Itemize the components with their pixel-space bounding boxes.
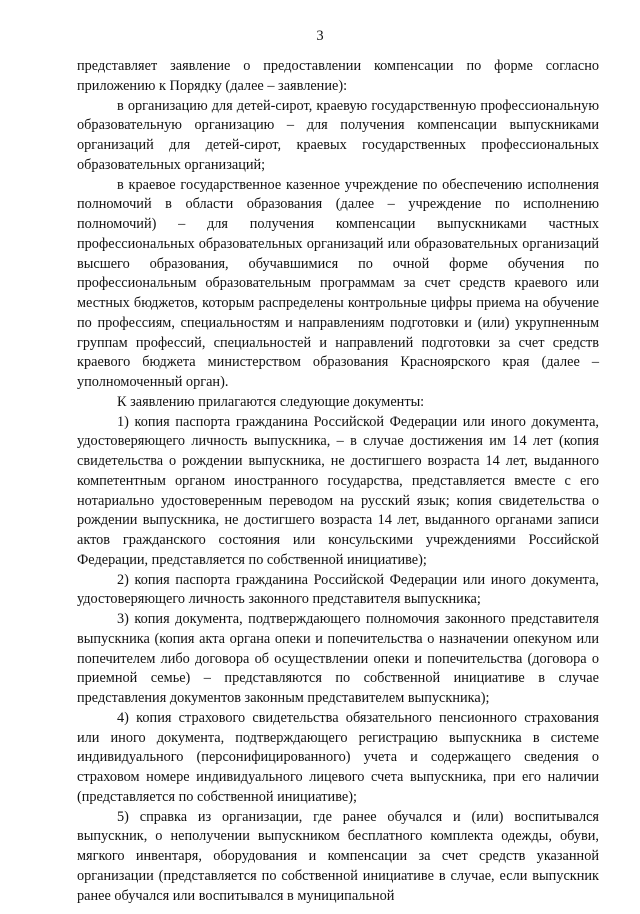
page-number: 3 (316, 28, 324, 44)
list-item-organization-certificate: 5) справка из организации, где ранее обучался и (или) воспитывался выпускник, о неполучении выпускником бесплатного комплекта одежды, обуви, мягкого инвентаря, оборудования и компенсации за счет средств указанной организации (представляется по собственной инициативе в случае, если выпускник ранее обучался или воспитывался в муниципальной (77, 808, 599, 904)
paragraph-state-institution: в краевое государственное казенное учреждение по обеспечению исполнения полномочий в области образования (далее – учреждение по исполнению полномочий) – для получения компенсации выпускниками частных профессиональных образовательных организаций или образовательных организаций высшего образования, обучавшимися по очной форме обучения по профессиональным образовательным программам за счет средств краевого или местных бюджетов, которым распределены контрольные цифры приема на обучение по профессиям, специальностям и направлениям подготовки и (или) укрупненным группам профессий, специальностей и направлений подготовки за счет средств краевого бюджета министерством образования Красноярского края (далее – уполномоченный орган). (77, 176, 599, 390)
paragraph-intro: представляет заявление о предоставлении компенсации по форме согласно приложению к Порядку (далее – заявление): (77, 58, 599, 94)
list-item-representative-authority: 3) копия документа, подтверждающего полномочия законного представителя выпускника (копия акта органа опеки и попечительства о назначении опекуном или попечителем либо договора об осуществлении опеки и попечительства (договора о приемной семье) – представляются по собственной инициативе в случае представления документов законным представителем выпускника); (77, 611, 599, 706)
paragraph-attachments-heading: К заявлению прилагаются следующие документы: (117, 393, 425, 410)
paragraph-orphan-organization: в организацию для детей-сирот, краевую государственную профессиональную образовательную организацию – для получения компенсации выпускниками организаций для детей-сирот, краевых государственных профессиональных образовательных организаций; (77, 97, 599, 173)
list-item-pension-certificate: 4) копия страхового свидетельства обязательного пенсионного страхования или иного документа, подтверждающего регистрацию выпускника в системе индивидуального (персонифицированного) учета и содержащего сведения о страховом номере индивидуального лицевого счета выпускника, при его наличии (представляется по собственной инициативе); (77, 709, 599, 805)
list-item-passport-copy: 1) копия паспорта гражданина Российской Федерации или иного документа, удостоверяющего личность выпускника, – в случае достижения им 14 лет (копия свидетельства о рождении выпускника, не достигшего возраста 14 лет, выданного компетентным органом иностранного государства, представляется вместе с его нотариально удостоверенным переводом на русский язык; копия свидетельства о рождении выпускника, не достигшего возраста 14 лет, выданного органами записи актов гражданского состояния или консульскими учреждениями Российской Федерации, представляется по собственной инициативе); (77, 413, 599, 568)
list-item-representative-passport: 2) копия паспорта гражданина Российской Федерации или иного документа, удостоверяющего личность законного представителя выпускника; (77, 571, 599, 608)
document-body (77, 57, 599, 906)
